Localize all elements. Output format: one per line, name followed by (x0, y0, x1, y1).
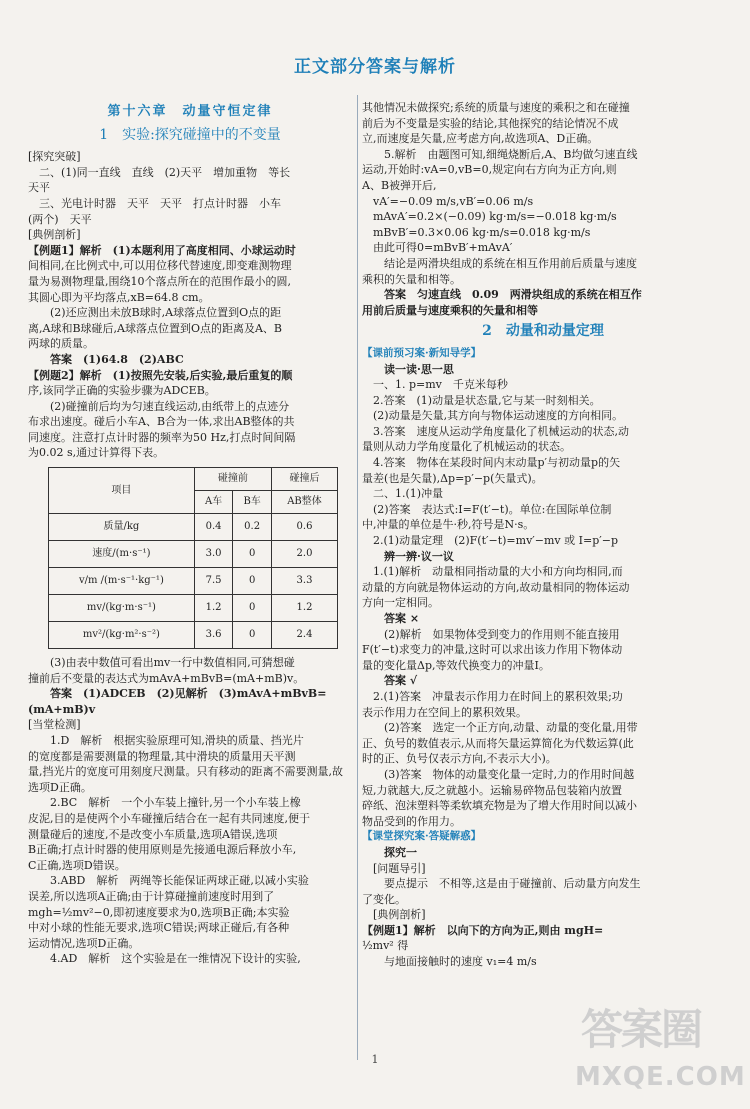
table-header: 碰撞前 (194, 468, 271, 491)
answer-line: 用前后质量与速度乘积的矢量和相等 (362, 303, 538, 317)
text-line: 其他情况未做探究;系统的质量与速度的乘积之和在碰撞 (362, 101, 630, 114)
formula-line: mAvA′=0.2×(−0.09) kg·m/s=−0.018 kg·m/s (373, 210, 617, 224)
text-line: (2)答案 表达式:I=F(t′−t)。单位:在国际单位制 (373, 502, 612, 516)
formula-line: mBvB′=0.3×0.06 kg·m/s=0.018 kg·m/s (373, 225, 591, 239)
table-cell: 0.4 (194, 514, 232, 541)
text-line: 三、光电计时器 天平 天平 打点计时器 小车 (39, 196, 281, 210)
text-line: B正确;打点计时器的使用原则是先接通电源后释放小车, (28, 843, 297, 857)
formula-line: 由此可得0=mBvB′+mAvA′ (373, 241, 513, 255)
text-line: 2.BC 解析 一个小车装上撞针,另一个小车装上橡 (50, 796, 301, 810)
row-label: 质量/kg (49, 514, 195, 541)
text-line: 立,而速度是矢量,应考虑方向,故选项A、D正确。 (362, 132, 599, 146)
table-cell: 3.6 (194, 622, 232, 649)
table-cell: 2.0 (271, 541, 337, 568)
text-line: 时的正、负号仅表示方向,不表示大小)。 (362, 752, 557, 766)
table-cell: 2.4 (271, 622, 337, 649)
text-line: (两个) 天平 (28, 212, 92, 226)
table-header: 碰撞后 (271, 468, 337, 491)
text-line: A、B被弹开后, (362, 178, 437, 192)
text-line: 皮泥,目的是使两个小车碰撞后结合在一起有共同速度,便于 (28, 812, 310, 825)
text-line: ½mv² 得 (362, 939, 409, 953)
text-line: 4.AD 解析 这个实验是在一维情况下设计的实验, (50, 952, 301, 966)
left-column (28, 100, 352, 967)
table-cell: 7.5 (194, 568, 232, 595)
text-line: 离,A球和B球碰后,A球落点位置到O点的距离及A、B (28, 321, 283, 335)
text-line: (2)还应测出未放B球时,A球落点位置到O点的距 (50, 306, 282, 320)
table-subheader: A车 (194, 491, 232, 514)
text-line: [典例剖析] (28, 228, 81, 242)
text-line: 误差,所以选项A正确;由于计算碰撞前速度时用到了 (28, 889, 275, 903)
text-line: 正、负号的数值表示,从而将矢量运算简化为代数运算(此 (362, 736, 634, 750)
example-heading: 【例题2】解析 (1)按照先安装,后实验,最后重复的顺 (28, 368, 293, 382)
right-column (362, 100, 724, 970)
text-line: (2)解析 如果物体受到变力的作用则不能直接用 (384, 627, 620, 641)
text-line: 二、(1)同一直线 直线 (2)天平 增加重物 等长 (39, 165, 291, 179)
answer-line: 答案 √ (384, 674, 418, 688)
text-line: [典例剖析] (373, 908, 426, 922)
text-line: 碎纸、泡沫塑料等柔软填充物是为了增大作用时间以减小 (362, 799, 637, 813)
table-row (49, 514, 338, 541)
text-line: 撞前后不变量的表达式为mAvA+mBvB=(mA+mB)v。 (28, 671, 305, 685)
text-line: 了变化。 (362, 892, 406, 906)
text-line: (2)答案 选定一个正方向,动量、动量的变化量,用带 (384, 721, 638, 735)
text-line: 3.ABD 解析 两绳等长能保证两球正碰,以减小实验 (50, 874, 309, 888)
text-line: 4.答案 物体在某段时间内末动量p′与初动量p的矢 (373, 456, 621, 470)
band-heading: 【课堂探究案·答疑解惑】 (362, 830, 482, 843)
page-title: 正文部分答案与解析 (294, 57, 456, 77)
text-line: 间相同,在比例式中,可以用位移代替速度,即变难测物理 (28, 259, 292, 273)
answer-line: 答案 (1)64.8 (2)ABC (50, 352, 184, 366)
text-line: 一、1. p=mv 千克米每秒 (373, 378, 508, 392)
table-row (49, 541, 338, 568)
band-heading: 【课前预习案·新知导学】 (362, 346, 482, 359)
text-line: 天平 (28, 181, 50, 195)
watermark-text: 答案圈 (581, 1005, 702, 1054)
section-heading: 2 动量和动量定理 (482, 323, 604, 340)
column-divider (357, 95, 358, 1060)
subheading: 辨一辨·议一议 (384, 549, 454, 563)
text-line: [当堂检测] (28, 718, 81, 732)
text-line: 量差(也是矢量),Δp=p′−p(矢量式)。 (362, 471, 543, 485)
text-line: 运动情况,选项D正确。 (28, 936, 140, 950)
text-line: 两球的质量。 (28, 337, 94, 351)
watermark-logo (575, 1005, 746, 1102)
text-line: [探究突破] (28, 150, 81, 164)
text-line: 量的变化量Δp,等效代换变力的冲量I。 (362, 658, 550, 672)
text-line: 短,力就越大,反之就越小。运输易碎物品包装箱内放置 (362, 783, 622, 797)
answer-line: 答案 (1)ADCEB (2)见解析 (3)mAvA+mBvB= (50, 687, 327, 701)
table-cell: 0 (233, 541, 272, 568)
table-subheader: AB整体 (271, 491, 337, 514)
text-line: 的宽度都是需要测量的物理量,其中滑块的质量用天平测 (28, 749, 296, 763)
table-cell: 1.2 (271, 595, 337, 622)
text-line: 乘积的矢量和相等。 (362, 272, 461, 286)
example-heading: 【例题1】解析 (1)本题利用了高度相同、小球运动时 (28, 243, 296, 257)
text-line: 5.解析 由题图可知,细绳烧断后,A、B均做匀速直线 (384, 147, 638, 161)
row-label: mv²/(kg·m²·s⁻²) (49, 622, 195, 649)
table-row (49, 622, 338, 649)
text-line: 同速度。注意打点计时器的频率为50 Hz,打点时间间隔 (28, 430, 296, 444)
table-cell: 0.6 (271, 514, 337, 541)
text-line: F(t′−t)求变力的冲量,这时可以求出该力作用下物体动 (362, 643, 623, 657)
text-line: 2.答案 (1)动量是状态量,它与某一时刻相关。 (373, 393, 601, 407)
table-subheader: B车 (233, 491, 272, 514)
example-heading: 【例题1】解析 以向下的方向为正,则由 mgH= (362, 923, 604, 937)
table-cell: 3.3 (271, 568, 337, 595)
table-cell: 0 (233, 622, 272, 649)
text-line: 为0.02 s,通过计算得下表。 (28, 446, 165, 460)
table-cell: 3.0 (194, 541, 232, 568)
text-line: 物品受到的作用力。 (362, 814, 461, 828)
text-line: (3)答案 物体的动量变化量一定时,力的作用时间越 (384, 767, 635, 781)
row-label: 速度/(m·s⁻¹) (49, 541, 195, 568)
text-line: 量,挡光片的宽度可用刻度尺测量。只有移动的距离不需要测量,故 (28, 765, 343, 779)
text-line: 结论是两滑块组成的系统在相互作用前后质量与速度 (384, 256, 637, 270)
text-line: 1.(1)解析 动量相同指动量的大小和方向均相同,而 (373, 565, 623, 579)
text-line: 布求出速度。碰后小车A、B合为一体,求出AB整体的共 (28, 415, 295, 429)
text-line: 量为易测物理量,围绕10个落点所在的范围作最小的圆, (28, 274, 291, 288)
text-line: C正确,选项D错误。 (28, 858, 126, 872)
watermark-url: MXQE.COM (575, 1062, 746, 1092)
page-number: 1 (371, 1053, 379, 1066)
table-header: 项目 (49, 468, 195, 514)
text-line: 2.(1)动量定理 (2)F(t′−t)=mv′−mv 或 I=p′−p (373, 534, 619, 548)
answer-line: (mA+mB)v (28, 702, 96, 716)
text-line: 方向一定相同。 (362, 596, 439, 610)
table-cell: 0.2 (233, 514, 272, 541)
text-line: (2)碰撞前后均为匀速直线运动,由纸带上的点迹分 (50, 399, 290, 413)
text-line: 动量的方向就是物体运动的方向,故动量相同的物体运动 (362, 580, 630, 594)
table-cell: 0 (233, 568, 272, 595)
subheading: 读一读·思一思 (384, 362, 454, 376)
data-table (48, 467, 338, 649)
answer-line: 答案 × (384, 612, 420, 625)
formula-line: vA′=−0.09 m/s,vB′=0.06 m/s (373, 194, 534, 208)
table-cell: 0 (233, 595, 272, 622)
text-line: 要点提示 不相等,这是由于碰撞前、后动量方向发生 (384, 877, 641, 891)
text-line: 1.D 解析 根据实验原理可知,滑块的质量、挡光片 (50, 734, 304, 748)
text-line: 量则从动力学角度量化了机械运动的状态。 (362, 440, 571, 454)
text-line: 选项D正确。 (28, 780, 92, 794)
text-line: 测量碰后的速度,不是改变小车质量,选项A错误,选项 (28, 827, 278, 841)
table-row (49, 595, 338, 622)
text-line: 运动,开始时:vA=0,vB=0,规定向右方向为正方向,则 (362, 163, 617, 177)
table-cell: 1.2 (194, 595, 232, 622)
answer-line: 答案 匀速直线 0.09 两滑块组成的系统在相互作 (384, 288, 642, 302)
table-row (49, 568, 338, 595)
text-line: 其圆心即为平均落点,xB=64.8 cm。 (28, 290, 210, 304)
row-label: mv/(kg·m·s⁻¹) (49, 595, 195, 622)
text-line: 前后为不变量是实验的结论,其他探究的结论情况不成 (362, 116, 619, 130)
text-line: 中,冲量的单位是牛·秒,符号是N·s。 (362, 518, 535, 532)
text-line: 3.答案 速度从运动学角度量化了机械运动的状态,动 (373, 424, 629, 438)
section-heading: 1 实验:探究碰撞中的不变量 (99, 126, 281, 143)
text-line: 序,该同学正确的实验步骤为ADCEB。 (28, 384, 216, 398)
row-label: v/m /(m·s⁻¹·kg⁻¹) (49, 568, 195, 595)
text-line: 表示作用力在空间上的累积效果。 (362, 705, 527, 719)
text-line: 与地面接触时的速度 v₁=4 m/s (384, 955, 537, 969)
text-line: 2.(1)答案 冲量表示作用力在时间上的累积效果;功 (373, 689, 623, 703)
text-line: [问题导引] (373, 861, 426, 875)
text-line: 中对小球的性能无要求,选项C错误;两球正碰后,有各种 (28, 921, 290, 935)
subheading: 探究一 (384, 845, 417, 859)
text-line: (3)由表中数值可看出mv一行中数值相同,可猜想碰 (50, 656, 295, 670)
text-line: mgh=½mv²−0,即初速度要求为0,选项B正确;本实验 (28, 905, 290, 919)
text-line: (2)动量是矢量,其方向与物体运动速度的方向相同。 (373, 409, 624, 423)
text-line: 二、1.(1)冲量 (373, 487, 444, 501)
chapter-heading: 第十六章 动量守恒定律 (107, 104, 273, 119)
